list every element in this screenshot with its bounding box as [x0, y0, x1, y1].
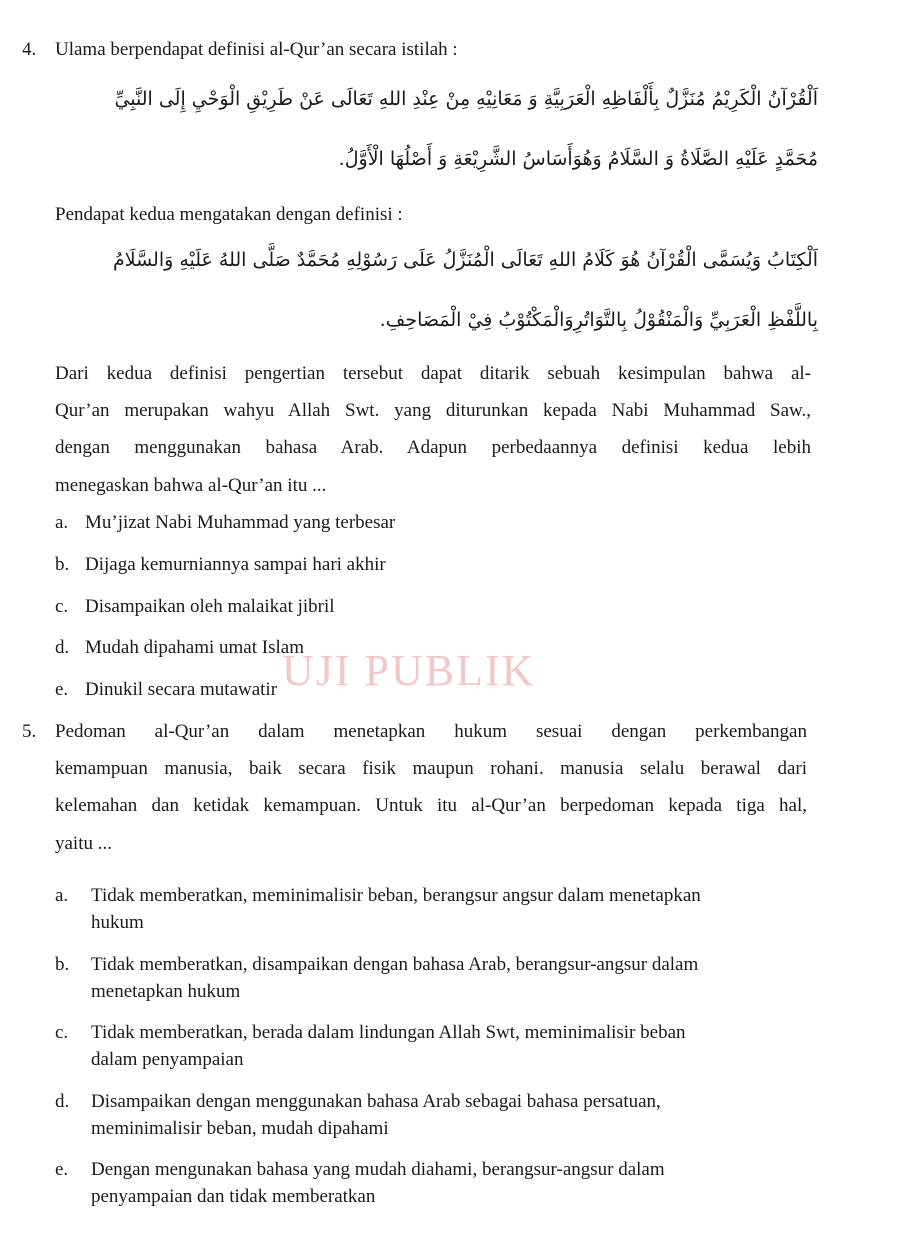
- q5-option-e[interactable]: [55, 1158, 665, 1209]
- option-text-line-1: Tidak memberatkan, berada dalam lindungan Allah Swt, meminimalisir beban: [91, 1022, 686, 1043]
- q4-option-e[interactable]: [55, 678, 277, 702]
- option-text-line-2: menetapkan hukum: [91, 981, 241, 1002]
- q5-option-b[interactable]: [55, 953, 698, 1004]
- q5-stem-line-3: kelemahan dan ketidak kemampuan. Untuk itu al-Qur’an berpedoman kepada tiga hal,: [55, 795, 807, 816]
- q5-stem-line-2: kemampuan manusia, baik secara fisik maupun rohani. manusia selalu berawal dari: [55, 758, 807, 779]
- arabic-definition-1-line-2: مُحَمَّدٍ عَلَيْهِ الصَّلَاةُ وَ السَّلَامُ وَهُوَأَسَاسُ الشَّرِيْعَةِ وَ أَصْلُهَا الْأَوَّلُ.: [338, 148, 818, 170]
- option-letter: e.: [55, 1159, 69, 1180]
- option-letter: a.: [55, 512, 69, 533]
- q4-option-d[interactable]: [55, 636, 304, 660]
- option-text: Disampaikan oleh malaikat jibril: [85, 596, 335, 617]
- q4-option-a[interactable]: [55, 511, 395, 535]
- option-letter: d.: [55, 1091, 70, 1112]
- arabic-definition-2-line-1: اَلْكِتَابُ وَيُسَمَّى الْقُرْآنُ هُوَ كَلَامُ اللهِ تَعَالَى الْمُنَزَّلُ عَلَى رَسُوْلِهِ مُحَمَّدٌ صَلَّى اللهُ عَلَيْهِ وَالسَّلَامُ: [112, 249, 818, 271]
- watermark: UJI PUBLIK: [282, 646, 536, 695]
- option-text-line-1: Disampaikan dengan menggunakan bahasa Arab sebagai bahasa persatuan,: [91, 1091, 661, 1112]
- option-text-line-2: penyampaian dan tidak memberatkan: [91, 1186, 376, 1207]
- option-text-line-2: hukum: [91, 912, 144, 933]
- q5-option-a[interactable]: [55, 884, 701, 935]
- second-definition-intro: Pendapat kedua mengatakan dengan definisi :: [55, 204, 403, 225]
- option-text-line-1: Tidak memberatkan, meminimalisir beban, berangsur angsur dalam menetapkan: [91, 885, 701, 906]
- option-text-line-2: dalam penyampaian: [91, 1049, 244, 1070]
- question-5-number: 5.: [22, 721, 37, 742]
- option-text-line-1: Dengan mengunakan bahasa yang mudah diahami, berangsur-angsur dalam: [91, 1159, 665, 1180]
- option-text-line-1: Tidak memberatkan, disampaikan dengan bahasa Arab, berangsur-angsur dalam: [91, 954, 699, 975]
- option-letter: d.: [55, 637, 70, 658]
- q5-option-c[interactable]: [55, 1021, 686, 1072]
- option-text: Dijaga kemurniannya sampai hari akhir: [85, 554, 386, 575]
- q5-stem-line-4: yaitu ...: [55, 833, 112, 854]
- q5-option-d[interactable]: [55, 1090, 661, 1141]
- q5-stem-line-1: Pedoman al-Qur’an dalam menetapkan hukum sesuai dengan perkembangan: [55, 721, 807, 742]
- option-text-line-2: meminimalisir beban, mudah dipahami: [91, 1118, 389, 1139]
- question-4-stem: Ulama berpendapat definisi al-Qur’an secara istilah :: [55, 39, 458, 60]
- q4-option-b[interactable]: [55, 553, 386, 577]
- option-letter: e.: [55, 679, 69, 700]
- q4-paragraph-line-4: menegaskan bahwa al-Qur’an itu ...: [55, 475, 327, 496]
- q4-paragraph-line-2: Qur’an merupakan wahyu Allah Swt. yang diturunkan kepada Nabi Muhammad Saw.,: [55, 400, 811, 421]
- arabic-definition-1-line-1: اَلْقُرْآنُ الْكَرِيْمُ مُنَزَّلٌ بِأَلْفَاظِهِ الْعَرَبِيَّةِ وَ مَعَانِيْهِ مِنْ عِنْدِ اللهِ تَعَالَى عَنْ طَرِيْقِ الْوَحْيِ إِلَى النَّبِيِّ: [114, 88, 818, 110]
- question-4-number: 4.: [22, 39, 37, 60]
- q4-paragraph-line-3: dengan menggunakan bahasa Arab. Adapun perbedaannya definisi kedua lebih: [55, 437, 811, 458]
- option-text: Mudah dipahami umat Islam: [85, 637, 304, 658]
- option-letter: b.: [55, 954, 70, 975]
- option-text: Mu’jizat Nabi Muhammad yang terbesar: [85, 512, 396, 533]
- option-letter: c.: [55, 596, 69, 617]
- arabic-definition-2-line-2: بِاللَّفْظِ الْعَرَبِيِّ وَالْمَنْقُوْلُ بِالتَّوَاتُرِوَالْمَكْتُوْبُ فِيْ الْمَصَاحِفِ.: [379, 309, 818, 331]
- option-letter: a.: [55, 885, 69, 906]
- q4-paragraph-line-1: Dari kedua definisi pengertian tersebut dapat ditarik sebuah kesimpulan bahwa al-: [55, 363, 811, 384]
- option-text: Dinukil secara mutawatir: [85, 679, 278, 700]
- option-letter: c.: [55, 1022, 69, 1043]
- q4-option-c[interactable]: [55, 595, 335, 619]
- option-letter: b.: [55, 554, 70, 575]
